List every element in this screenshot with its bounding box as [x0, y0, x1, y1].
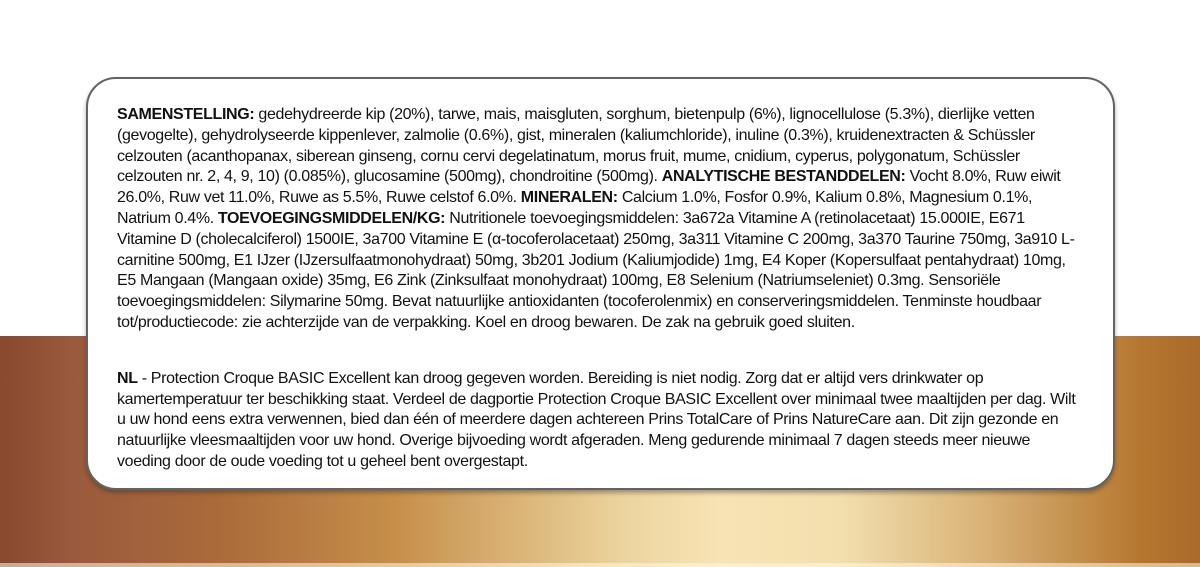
composition-paragraph: SAMENSTELLING: gedehydreerde kip (20%), tarwe, mais, maisgluten, sorghum, bietenpulp (6%), lignocellulose (5.3%), dierlijke vetten (gevogelte), gehydrolyseerde kippenlever, zalmolie (0.6%), gist, mineralen (kaliumchloride), inuline (0.3%), kruidenextracten & Schüssler celzouten (acanthopanax, siberean ginseng, cornu cervi degelatinatum, morus fruit, mume, cnidium, cyperus, polygonatum, Schüssler celzouten nr. 2, 4, 9, 10) (0.085%), glucosamine (500mg), chondroitine (500mg). ANALYTISCHE BESTANDDELEN: Vocht 8.0%, Ruw eiwit 26.0%, Ruw vet 11.0%, Ruwe as 5.5%, Ruwe celstof 6.0%. MINERALEN: Calcium 1.0%, Fosfor 0.9%, Kalium 0.8%, Magnesium 0.1%, Natrium 0.4%. TOEVOEGINGSMIDDELEN/KG: Nutritionele toevoegingsmiddelen: 3a672a Vitamine A (retinolacetaat) 15.000IE, E671 Vitamine D (cholecalciferol) 1500IE, 3a700 Vitamine E (α-tocoferolacetaat) 250mg, 3a311 Vitamine C 200mg, 3a370 Taurine 750mg, 3a910 L-carnitine 500mg, E1 IJzer (IJzersulfaatmonohydraat) 50mg, 3b201 Jodium (Kaliumjodide) 1mg, E4 Koper (Kopersulfaat pentahydraat) 10mg, E5 Mangaan (Mangaan oxide) 35mg, E6 Zink (Zinksulfaat monohydraat) 100mg, E8 Selenium (Natriumseleniet) 0.3mg. Sensoriële toevoegingsmiddelen: Silymarine 50mg. Bevat natuurlijke antioxidanten (tocoferolenmix) en conserveringsmiddelen. Tenminste houdbaar tot/productiecode: zie achterzijde van de verpakking. Koel en droog bewaren. De zak na gebruik goed sluiten.	[117, 106, 1075, 331]
feeding-instructions-paragraph: NL - Protection Croque BASIC Excellent kan droog gegeven worden. Bereiding is niet nodig. Zorg dat er altijd vers drinkwater op kamertemperatuur ter beschikking staat. Verdeel de dagportie Protection Croque BASIC Excellent over minimaal twee maaltijden per dag. Wilt u uw hond eens extra verwennen, bied dan één of meerdere dagen achtereen Prins TotalCare of Prins NatureCare aan. Dit zijn gezonde en natuurlijke vleesmaaltijden voor uw hond. Overige bijvoeding wordt afgeraden. Meng gedurende minimaal 7 dagen steeds meer nieuwe voeding door de oude voeding tot u geheel bent overgestapt.	[117, 369, 1076, 470]
bottom-highlight-strip	[0, 563, 1200, 567]
label-card-content	[88, 79, 1113, 491]
label-card	[86, 77, 1115, 490]
